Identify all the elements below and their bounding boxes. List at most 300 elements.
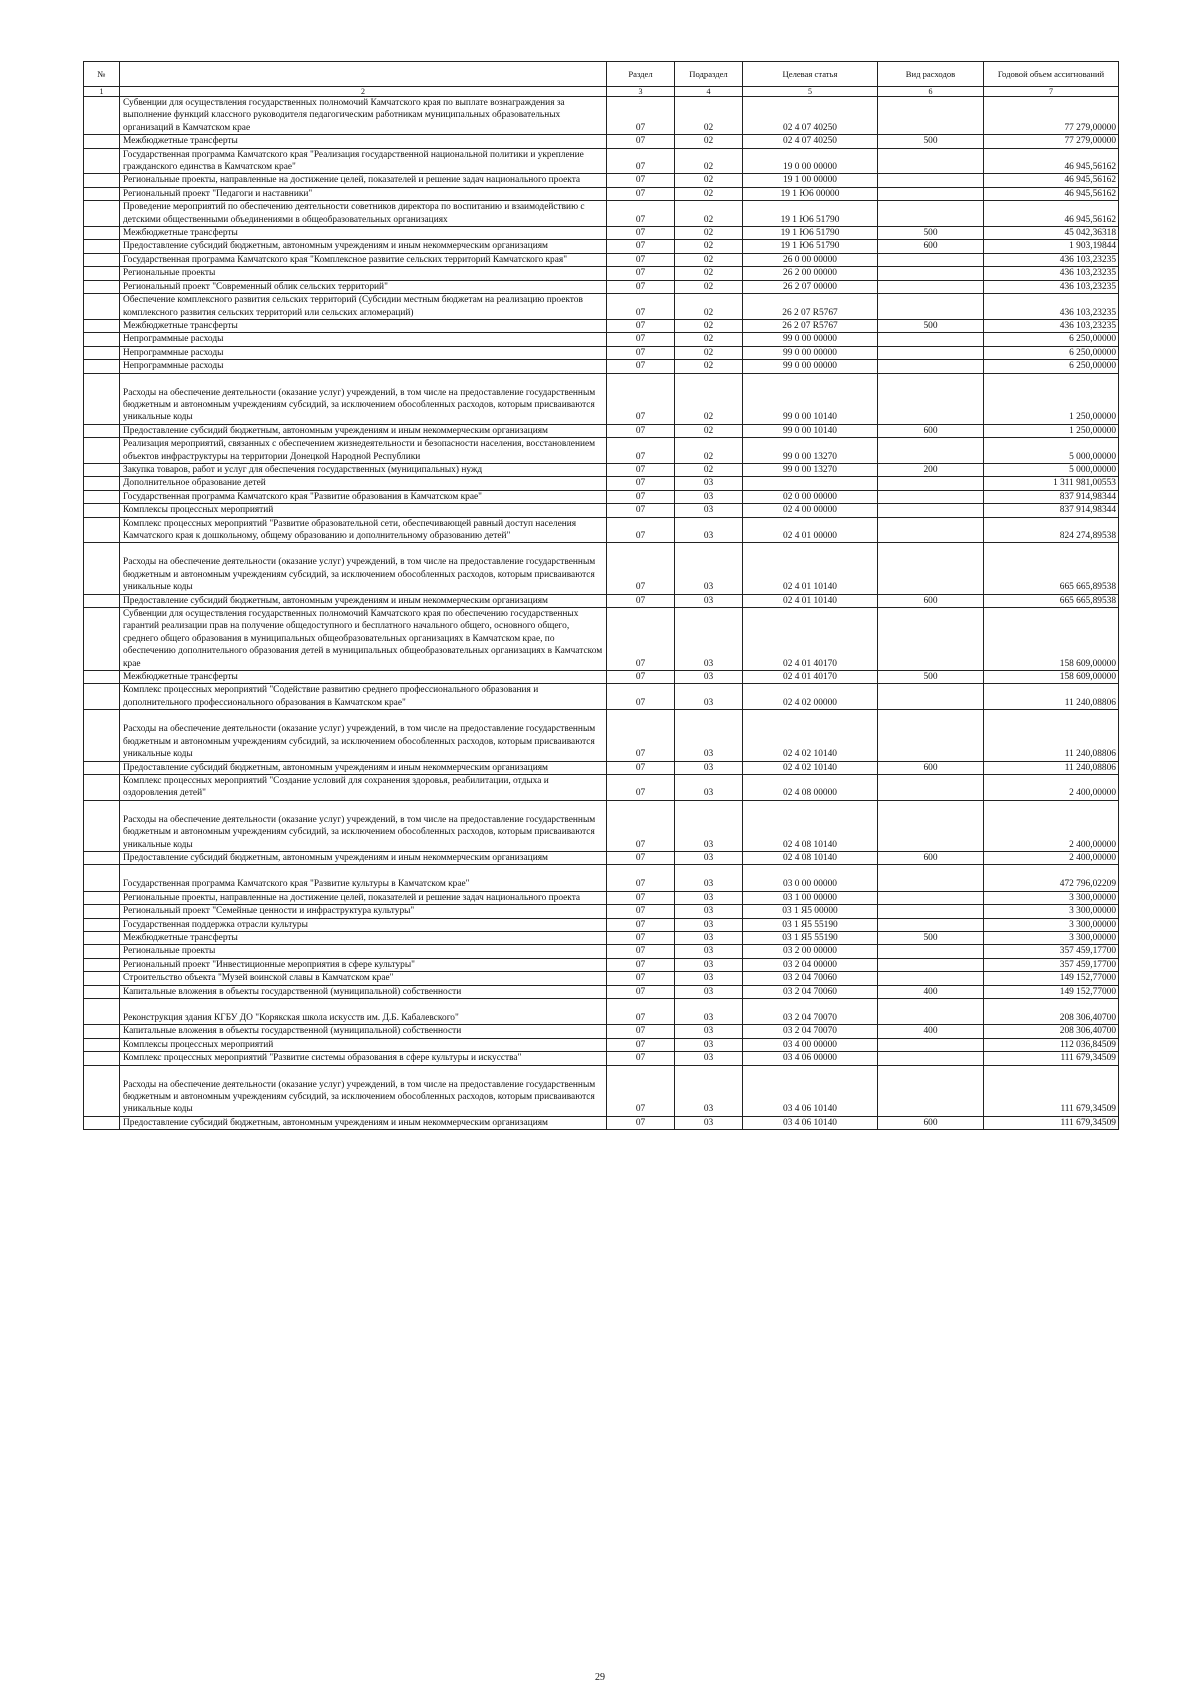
row-podrazdel: 03 <box>675 594 743 607</box>
row-number <box>84 253 120 266</box>
row-vid-rashodov: 500 <box>878 135 984 148</box>
table-row <box>84 905 1119 918</box>
row-name: Межбюджетные трансферты <box>120 227 607 240</box>
row-name: Межбюджетные трансферты <box>120 135 607 148</box>
row-vid-rashodov <box>878 280 984 293</box>
row-name: Предоставление субсидий бюджетным, автономным учреждениям и иным некоммерческим организациям <box>120 851 607 864</box>
table-row <box>84 253 1119 266</box>
row-vid-rashodov <box>878 148 984 174</box>
row-number <box>84 148 120 174</box>
row-vid-rashodov: 600 <box>878 1116 984 1129</box>
row-podrazdel: 02 <box>675 187 743 200</box>
row-podrazdel: 03 <box>675 945 743 958</box>
row-celevaya-statya <box>743 477 878 490</box>
header-podrazdel: Подраздел <box>675 62 743 87</box>
row-sum: 1 250,00000 <box>984 424 1119 437</box>
row-sum: 357 459,17700 <box>984 945 1119 958</box>
row-razdel: 07 <box>607 958 675 971</box>
row-razdel: 07 <box>607 1052 675 1065</box>
row-sum: 6 250,00000 <box>984 360 1119 373</box>
row-sum: 208 306,40700 <box>984 999 1119 1025</box>
row-podrazdel: 03 <box>675 931 743 944</box>
row-podrazdel: 02 <box>675 135 743 148</box>
table-row <box>84 438 1119 464</box>
table-row <box>84 490 1119 503</box>
row-number <box>84 774 120 800</box>
row-podrazdel: 02 <box>675 438 743 464</box>
row-name: Непрограммные расходы <box>120 346 607 359</box>
row-vid-rashodov: 600 <box>878 240 984 253</box>
row-celevaya-statya: 19 0 00 00000 <box>743 148 878 174</box>
column-index: 2 <box>120 87 607 97</box>
row-celevaya-statya: 26 0 00 00000 <box>743 253 878 266</box>
row-sum: 436 103,23235 <box>984 267 1119 280</box>
row-podrazdel: 02 <box>675 174 743 187</box>
row-name: Государственная программа Камчатского края "Комплексное развитие сельских территорий Камчатского края" <box>120 253 607 266</box>
row-number <box>84 710 120 761</box>
row-razdel: 07 <box>607 333 675 346</box>
row-name: Предоставление субсидий бюджетным, автономным учреждениям и иным некоммерческим организациям <box>120 1116 607 1129</box>
row-razdel: 07 <box>607 608 675 671</box>
row-celevaya-statya: 02 4 01 00000 <box>743 517 878 543</box>
row-number <box>84 671 120 684</box>
row-name: Капитальные вложения в объекты государственной (муниципальной) собственности <box>120 985 607 998</box>
table-row <box>84 201 1119 227</box>
row-celevaya-statya: 03 4 06 10140 <box>743 1116 878 1129</box>
row-podrazdel: 03 <box>675 477 743 490</box>
row-sum: 436 103,23235 <box>984 280 1119 293</box>
row-vid-rashodov <box>878 958 984 971</box>
row-celevaya-statya: 99 0 00 10140 <box>743 373 878 424</box>
row-razdel: 07 <box>607 253 675 266</box>
column-index: 3 <box>607 87 675 97</box>
row-number <box>84 333 120 346</box>
row-podrazdel: 03 <box>675 999 743 1025</box>
row-razdel: 07 <box>607 1038 675 1051</box>
row-sum: 3 300,00000 <box>984 918 1119 931</box>
table-row <box>84 360 1119 373</box>
table-row <box>84 319 1119 332</box>
row-podrazdel: 03 <box>675 918 743 931</box>
row-razdel: 07 <box>607 945 675 958</box>
row-podrazdel: 03 <box>675 517 743 543</box>
row-sum: 824 274,89538 <box>984 517 1119 543</box>
row-sum: 6 250,00000 <box>984 346 1119 359</box>
row-sum: 77 279,00000 <box>984 135 1119 148</box>
row-podrazdel: 02 <box>675 463 743 476</box>
row-razdel: 07 <box>607 543 675 594</box>
row-celevaya-statya: 02 4 01 40170 <box>743 671 878 684</box>
row-number <box>84 865 120 891</box>
row-vid-rashodov <box>878 373 984 424</box>
row-sum: 149 152,77000 <box>984 985 1119 998</box>
row-name: Предоставление субсидий бюджетным, автономным учреждениям и иным некоммерческим организациям <box>120 594 607 607</box>
table-row <box>84 671 1119 684</box>
row-vid-rashodov <box>878 999 984 1025</box>
row-vid-rashodov <box>878 504 984 517</box>
row-vid-rashodov <box>878 1038 984 1051</box>
row-number <box>84 360 120 373</box>
row-vid-rashodov <box>878 800 984 851</box>
row-name: Расходы на обеспечение деятельности (оказание услуг) учреждений, в том числе на предоставление государственным бюджетным и автономным учреждениям субсидий, за исключением обособленных расходов, которым присваиваются уникальные коды <box>120 373 607 424</box>
row-number <box>84 891 120 904</box>
row-sum: 11 240,08806 <box>984 710 1119 761</box>
row-podrazdel: 03 <box>675 490 743 503</box>
column-index: 4 <box>675 87 743 97</box>
row-podrazdel: 03 <box>675 865 743 891</box>
row-number <box>84 1038 120 1051</box>
table-row <box>84 517 1119 543</box>
table-row <box>84 999 1119 1025</box>
row-razdel: 07 <box>607 148 675 174</box>
row-sum: 46 945,56162 <box>984 148 1119 174</box>
header-num: № <box>84 62 120 87</box>
row-sum: 208 306,40700 <box>984 1025 1119 1038</box>
row-sum: 837 914,98344 <box>984 504 1119 517</box>
row-razdel: 07 <box>607 477 675 490</box>
row-podrazdel: 02 <box>675 294 743 320</box>
row-razdel: 07 <box>607 972 675 985</box>
row-razdel: 07 <box>607 918 675 931</box>
row-podrazdel: 02 <box>675 148 743 174</box>
row-sum: 45 042,36318 <box>984 227 1119 240</box>
table-row <box>84 985 1119 998</box>
row-razdel: 07 <box>607 517 675 543</box>
row-podrazdel: 02 <box>675 360 743 373</box>
row-vid-rashodov <box>878 253 984 266</box>
row-name: Региональный проект "Инвестиционные мероприятия в сфере культуры" <box>120 958 607 971</box>
row-number <box>84 477 120 490</box>
row-celevaya-statya: 03 2 04 00000 <box>743 958 878 971</box>
row-razdel: 07 <box>607 97 675 135</box>
row-celevaya-statya: 03 2 04 70070 <box>743 1025 878 1038</box>
row-celevaya-statya: 26 2 07 R5767 <box>743 319 878 332</box>
row-vid-rashodov <box>878 174 984 187</box>
row-razdel: 07 <box>607 774 675 800</box>
row-podrazdel: 03 <box>675 985 743 998</box>
row-name: Комплекс процессных мероприятий "Содействие развитию среднего профессионального образования и дополнительного профессионального образования в Камчатском крае" <box>120 684 607 710</box>
table-row <box>84 761 1119 774</box>
row-razdel: 07 <box>607 135 675 148</box>
row-celevaya-statya: 19 1 00 00000 <box>743 174 878 187</box>
row-razdel: 07 <box>607 1065 675 1116</box>
row-sum: 6 250,00000 <box>984 333 1119 346</box>
row-name: Региональный проект "Педагоги и наставники" <box>120 187 607 200</box>
row-celevaya-statya: 02 4 01 10140 <box>743 594 878 607</box>
row-number <box>84 227 120 240</box>
row-number <box>84 761 120 774</box>
row-number <box>84 594 120 607</box>
row-number <box>84 517 120 543</box>
row-celevaya-statya: 02 4 00 00000 <box>743 504 878 517</box>
table-row <box>84 373 1119 424</box>
row-sum: 357 459,17700 <box>984 958 1119 971</box>
table-row <box>84 294 1119 320</box>
row-number <box>84 346 120 359</box>
table-row <box>84 684 1119 710</box>
row-podrazdel: 03 <box>675 972 743 985</box>
header-name <box>120 62 607 87</box>
row-razdel: 07 <box>607 851 675 864</box>
row-name: Обеспечение комплексного развития сельских территорий (Субсидии местным бюджетам на реализацию проектов комплексного развития сельских территорий или сельских агломераций) <box>120 294 607 320</box>
table-row <box>84 1025 1119 1038</box>
table-row <box>84 148 1119 174</box>
row-number <box>84 543 120 594</box>
table-header-row <box>84 62 1119 87</box>
row-razdel: 07 <box>607 800 675 851</box>
row-vid-rashodov <box>878 438 984 464</box>
row-number <box>84 684 120 710</box>
row-number <box>84 240 120 253</box>
row-celevaya-statya: 02 4 02 10140 <box>743 710 878 761</box>
row-razdel: 07 <box>607 594 675 607</box>
table-row <box>84 608 1119 671</box>
row-razdel: 07 <box>607 684 675 710</box>
row-sum: 77 279,00000 <box>984 97 1119 135</box>
row-vid-rashodov: 500 <box>878 227 984 240</box>
row-name: Комплекс процессных мероприятий "Создание условий для сохранения здоровья, реабилитации, отдыха и оздоровления детей" <box>120 774 607 800</box>
row-vid-rashodov: 600 <box>878 761 984 774</box>
row-name: Непрограммные расходы <box>120 360 607 373</box>
row-vid-rashodov <box>878 201 984 227</box>
row-celevaya-statya: 03 1 Я5 55190 <box>743 931 878 944</box>
column-index: 1 <box>84 87 120 97</box>
row-vid-rashodov: 500 <box>878 931 984 944</box>
row-name: Предоставление субсидий бюджетным, автономным учреждениям и иным некоммерческим организациям <box>120 761 607 774</box>
row-name: Субвенции для осуществления государственных полномочий Камчатского края по обеспечению государственных гарантий реализации прав на получение общедоступного и бесплатного начального общего, основного общего, среднего общего образования в муниципальных общеобразовательных организациях в Камчатском крае, по обеспечению дополнительного образования детей в муниципальных общеобразовательных организациях в Камчатском крае <box>120 608 607 671</box>
row-celevaya-statya: 99 0 00 00000 <box>743 360 878 373</box>
row-celevaya-statya: 99 0 00 13270 <box>743 463 878 476</box>
row-celevaya-statya: 03 0 00 00000 <box>743 865 878 891</box>
row-celevaya-statya: 03 4 06 00000 <box>743 1052 878 1065</box>
row-vid-rashodov <box>878 294 984 320</box>
row-vid-rashodov: 200 <box>878 463 984 476</box>
row-name: Региональные проекты, направленные на достижение целей, показателей и решение задач национального проекта <box>120 174 607 187</box>
row-number <box>84 800 120 851</box>
table-row <box>84 1116 1119 1129</box>
row-celevaya-statya: 02 4 01 10140 <box>743 543 878 594</box>
row-podrazdel: 03 <box>675 1025 743 1038</box>
row-podrazdel: 03 <box>675 1116 743 1129</box>
row-name: Капитальные вложения в объекты государственной (муниципальной) собственности <box>120 1025 607 1038</box>
row-razdel: 07 <box>607 1116 675 1129</box>
table-row <box>84 174 1119 187</box>
row-celevaya-statya: 26 2 07 00000 <box>743 280 878 293</box>
row-celevaya-statya: 03 1 Я5 00000 <box>743 905 878 918</box>
budget-table <box>83 61 1119 1130</box>
row-name: Предоставление субсидий бюджетным, автономным учреждениям и иным некоммерческим организациям <box>120 240 607 253</box>
row-number <box>84 319 120 332</box>
row-sum: 11 240,08806 <box>984 761 1119 774</box>
table-row <box>84 463 1119 476</box>
row-celevaya-statya: 02 4 07 40250 <box>743 97 878 135</box>
header-celevaya-statya: Целевая статья <box>743 62 878 87</box>
row-podrazdel: 03 <box>675 671 743 684</box>
row-sum: 2 400,00000 <box>984 774 1119 800</box>
row-name: Региональные проекты <box>120 267 607 280</box>
row-celevaya-statya: 19 1 Ю6 51790 <box>743 227 878 240</box>
row-celevaya-statya: 19 1 Ю6 51790 <box>743 240 878 253</box>
row-number <box>84 438 120 464</box>
row-razdel: 07 <box>607 240 675 253</box>
row-vid-rashodov <box>878 891 984 904</box>
row-name: Субвенции для осуществления государственных полномочий Камчатского края по выплате вознаграждения за выполнение функций классного руководителя педагогическим работникам муниципальных образовательных организаций в Камчатском крае <box>120 97 607 135</box>
row-razdel: 07 <box>607 710 675 761</box>
row-sum: 436 103,23235 <box>984 319 1119 332</box>
row-celevaya-statya: 02 4 07 40250 <box>743 135 878 148</box>
row-razdel: 07 <box>607 201 675 227</box>
row-podrazdel: 02 <box>675 97 743 135</box>
row-razdel: 07 <box>607 463 675 476</box>
row-podrazdel: 03 <box>675 761 743 774</box>
row-name: Предоставление субсидий бюджетным, автономным учреждениям и иным некоммерческим организациям <box>120 424 607 437</box>
row-vid-rashodov <box>878 543 984 594</box>
page-number: 29 <box>595 1672 605 1683</box>
row-razdel: 07 <box>607 931 675 944</box>
row-podrazdel: 03 <box>675 1065 743 1116</box>
row-razdel: 07 <box>607 438 675 464</box>
row-razdel: 07 <box>607 227 675 240</box>
row-sum: 436 103,23235 <box>984 253 1119 266</box>
table-row <box>84 187 1119 200</box>
row-podrazdel: 03 <box>675 1038 743 1051</box>
row-podrazdel: 02 <box>675 424 743 437</box>
row-number <box>84 1052 120 1065</box>
row-sum: 111 679,34509 <box>984 1065 1119 1116</box>
row-podrazdel: 03 <box>675 905 743 918</box>
row-name: Межбюджетные трансферты <box>120 319 607 332</box>
table-row <box>84 931 1119 944</box>
row-number <box>84 504 120 517</box>
table-row <box>84 945 1119 958</box>
row-name: Реконструкция здания КГБУ ДО "Корякская школа искусств им. Д.Б. Кабалевского" <box>120 999 607 1025</box>
row-sum: 837 914,98344 <box>984 490 1119 503</box>
row-celevaya-statya: 02 0 00 00000 <box>743 490 878 503</box>
row-celevaya-statya: 02 4 08 10140 <box>743 800 878 851</box>
row-podrazdel: 03 <box>675 684 743 710</box>
row-razdel: 07 <box>607 187 675 200</box>
row-celevaya-statya: 99 0 00 13270 <box>743 438 878 464</box>
table-row <box>84 267 1119 280</box>
row-podrazdel: 02 <box>675 267 743 280</box>
row-vid-rashodov <box>878 972 984 985</box>
row-number <box>84 490 120 503</box>
row-sum: 3 300,00000 <box>984 891 1119 904</box>
row-vid-rashodov <box>878 490 984 503</box>
table-body <box>84 97 1119 1130</box>
row-name: Строительство объекта "Музей воинской славы в Камчатском крае" <box>120 972 607 985</box>
row-sum: 11 240,08806 <box>984 684 1119 710</box>
row-number <box>84 280 120 293</box>
row-name: Расходы на обеспечение деятельности (оказание услуг) учреждений, в том числе на предоставление государственным бюджетным и автономным учреждениям субсидий, за исключением обособленных расходов, которым присваиваются уникальные коды <box>120 800 607 851</box>
row-sum: 2 400,00000 <box>984 800 1119 851</box>
row-name: Закупка товаров, работ и услуг для обеспечения государственных (муниципальных) нужд <box>120 463 607 476</box>
row-podrazdel: 03 <box>675 504 743 517</box>
row-vid-rashodov <box>878 333 984 346</box>
table-row <box>84 333 1119 346</box>
table-row <box>84 504 1119 517</box>
row-sum: 46 945,56162 <box>984 201 1119 227</box>
row-number <box>84 187 120 200</box>
row-vid-rashodov <box>878 865 984 891</box>
row-name: Межбюджетные трансферты <box>120 671 607 684</box>
row-vid-rashodov: 600 <box>878 594 984 607</box>
row-sum: 46 945,56162 <box>984 187 1119 200</box>
row-number <box>84 174 120 187</box>
row-celevaya-statya: 03 4 06 10140 <box>743 1065 878 1116</box>
row-podrazdel: 03 <box>675 608 743 671</box>
row-number <box>84 97 120 135</box>
table-row <box>84 958 1119 971</box>
row-number <box>84 1025 120 1038</box>
row-vid-rashodov <box>878 360 984 373</box>
row-number <box>84 905 120 918</box>
row-sum: 112 036,84509 <box>984 1038 1119 1051</box>
row-podrazdel: 02 <box>675 346 743 359</box>
table-row <box>84 800 1119 851</box>
row-vid-rashodov <box>878 774 984 800</box>
row-razdel: 07 <box>607 671 675 684</box>
row-podrazdel: 02 <box>675 253 743 266</box>
row-vid-rashodov <box>878 710 984 761</box>
table-row <box>84 1038 1119 1051</box>
row-number <box>84 931 120 944</box>
row-number <box>84 958 120 971</box>
row-sum: 111 679,34509 <box>984 1116 1119 1129</box>
budget-document <box>83 61 1118 1130</box>
table-row <box>84 972 1119 985</box>
row-sum: 46 945,56162 <box>984 174 1119 187</box>
row-number <box>84 135 120 148</box>
row-razdel: 07 <box>607 267 675 280</box>
row-vid-rashodov <box>878 684 984 710</box>
row-razdel: 07 <box>607 490 675 503</box>
row-name: Проведение мероприятий по обеспечению деятельности советников директора по воспитанию и взаимодействию с детскими общественными объединениями в общеобразовательных организациях <box>120 201 607 227</box>
row-number <box>84 294 120 320</box>
row-vid-rashodov: 400 <box>878 985 984 998</box>
row-number <box>84 851 120 864</box>
row-sum: 1 311 981,00553 <box>984 477 1119 490</box>
row-podrazdel: 02 <box>675 280 743 293</box>
row-razdel: 07 <box>607 999 675 1025</box>
row-celevaya-statya: 26 2 00 00000 <box>743 267 878 280</box>
row-number <box>84 373 120 424</box>
row-celevaya-statya: 03 2 00 00000 <box>743 945 878 958</box>
row-name: Реализация мероприятий, связанных с обеспечением жизнедеятельности и безопасности населения, восстановлением объектов инфраструктуры на территории Донецкой Народной Республики <box>120 438 607 464</box>
row-podrazdel: 03 <box>675 710 743 761</box>
row-podrazdel: 03 <box>675 800 743 851</box>
row-podrazdel: 02 <box>675 319 743 332</box>
table-row <box>84 710 1119 761</box>
row-celevaya-statya: 03 2 04 70060 <box>743 972 878 985</box>
row-vid-rashodov <box>878 346 984 359</box>
row-celevaya-statya: 03 1 00 00000 <box>743 891 878 904</box>
row-number <box>84 267 120 280</box>
table-row <box>84 1065 1119 1116</box>
row-celevaya-statya: 03 2 04 70060 <box>743 985 878 998</box>
row-vid-rashodov: 600 <box>878 851 984 864</box>
table-row <box>84 594 1119 607</box>
row-celevaya-statya: 02 4 01 40170 <box>743 608 878 671</box>
row-podrazdel: 03 <box>675 543 743 594</box>
table-row <box>84 346 1119 359</box>
row-celevaya-statya: 99 0 00 00000 <box>743 333 878 346</box>
table-row <box>84 918 1119 931</box>
table-row <box>84 891 1119 904</box>
row-vid-rashodov <box>878 187 984 200</box>
row-vid-rashodov <box>878 1065 984 1116</box>
table-row <box>84 424 1119 437</box>
